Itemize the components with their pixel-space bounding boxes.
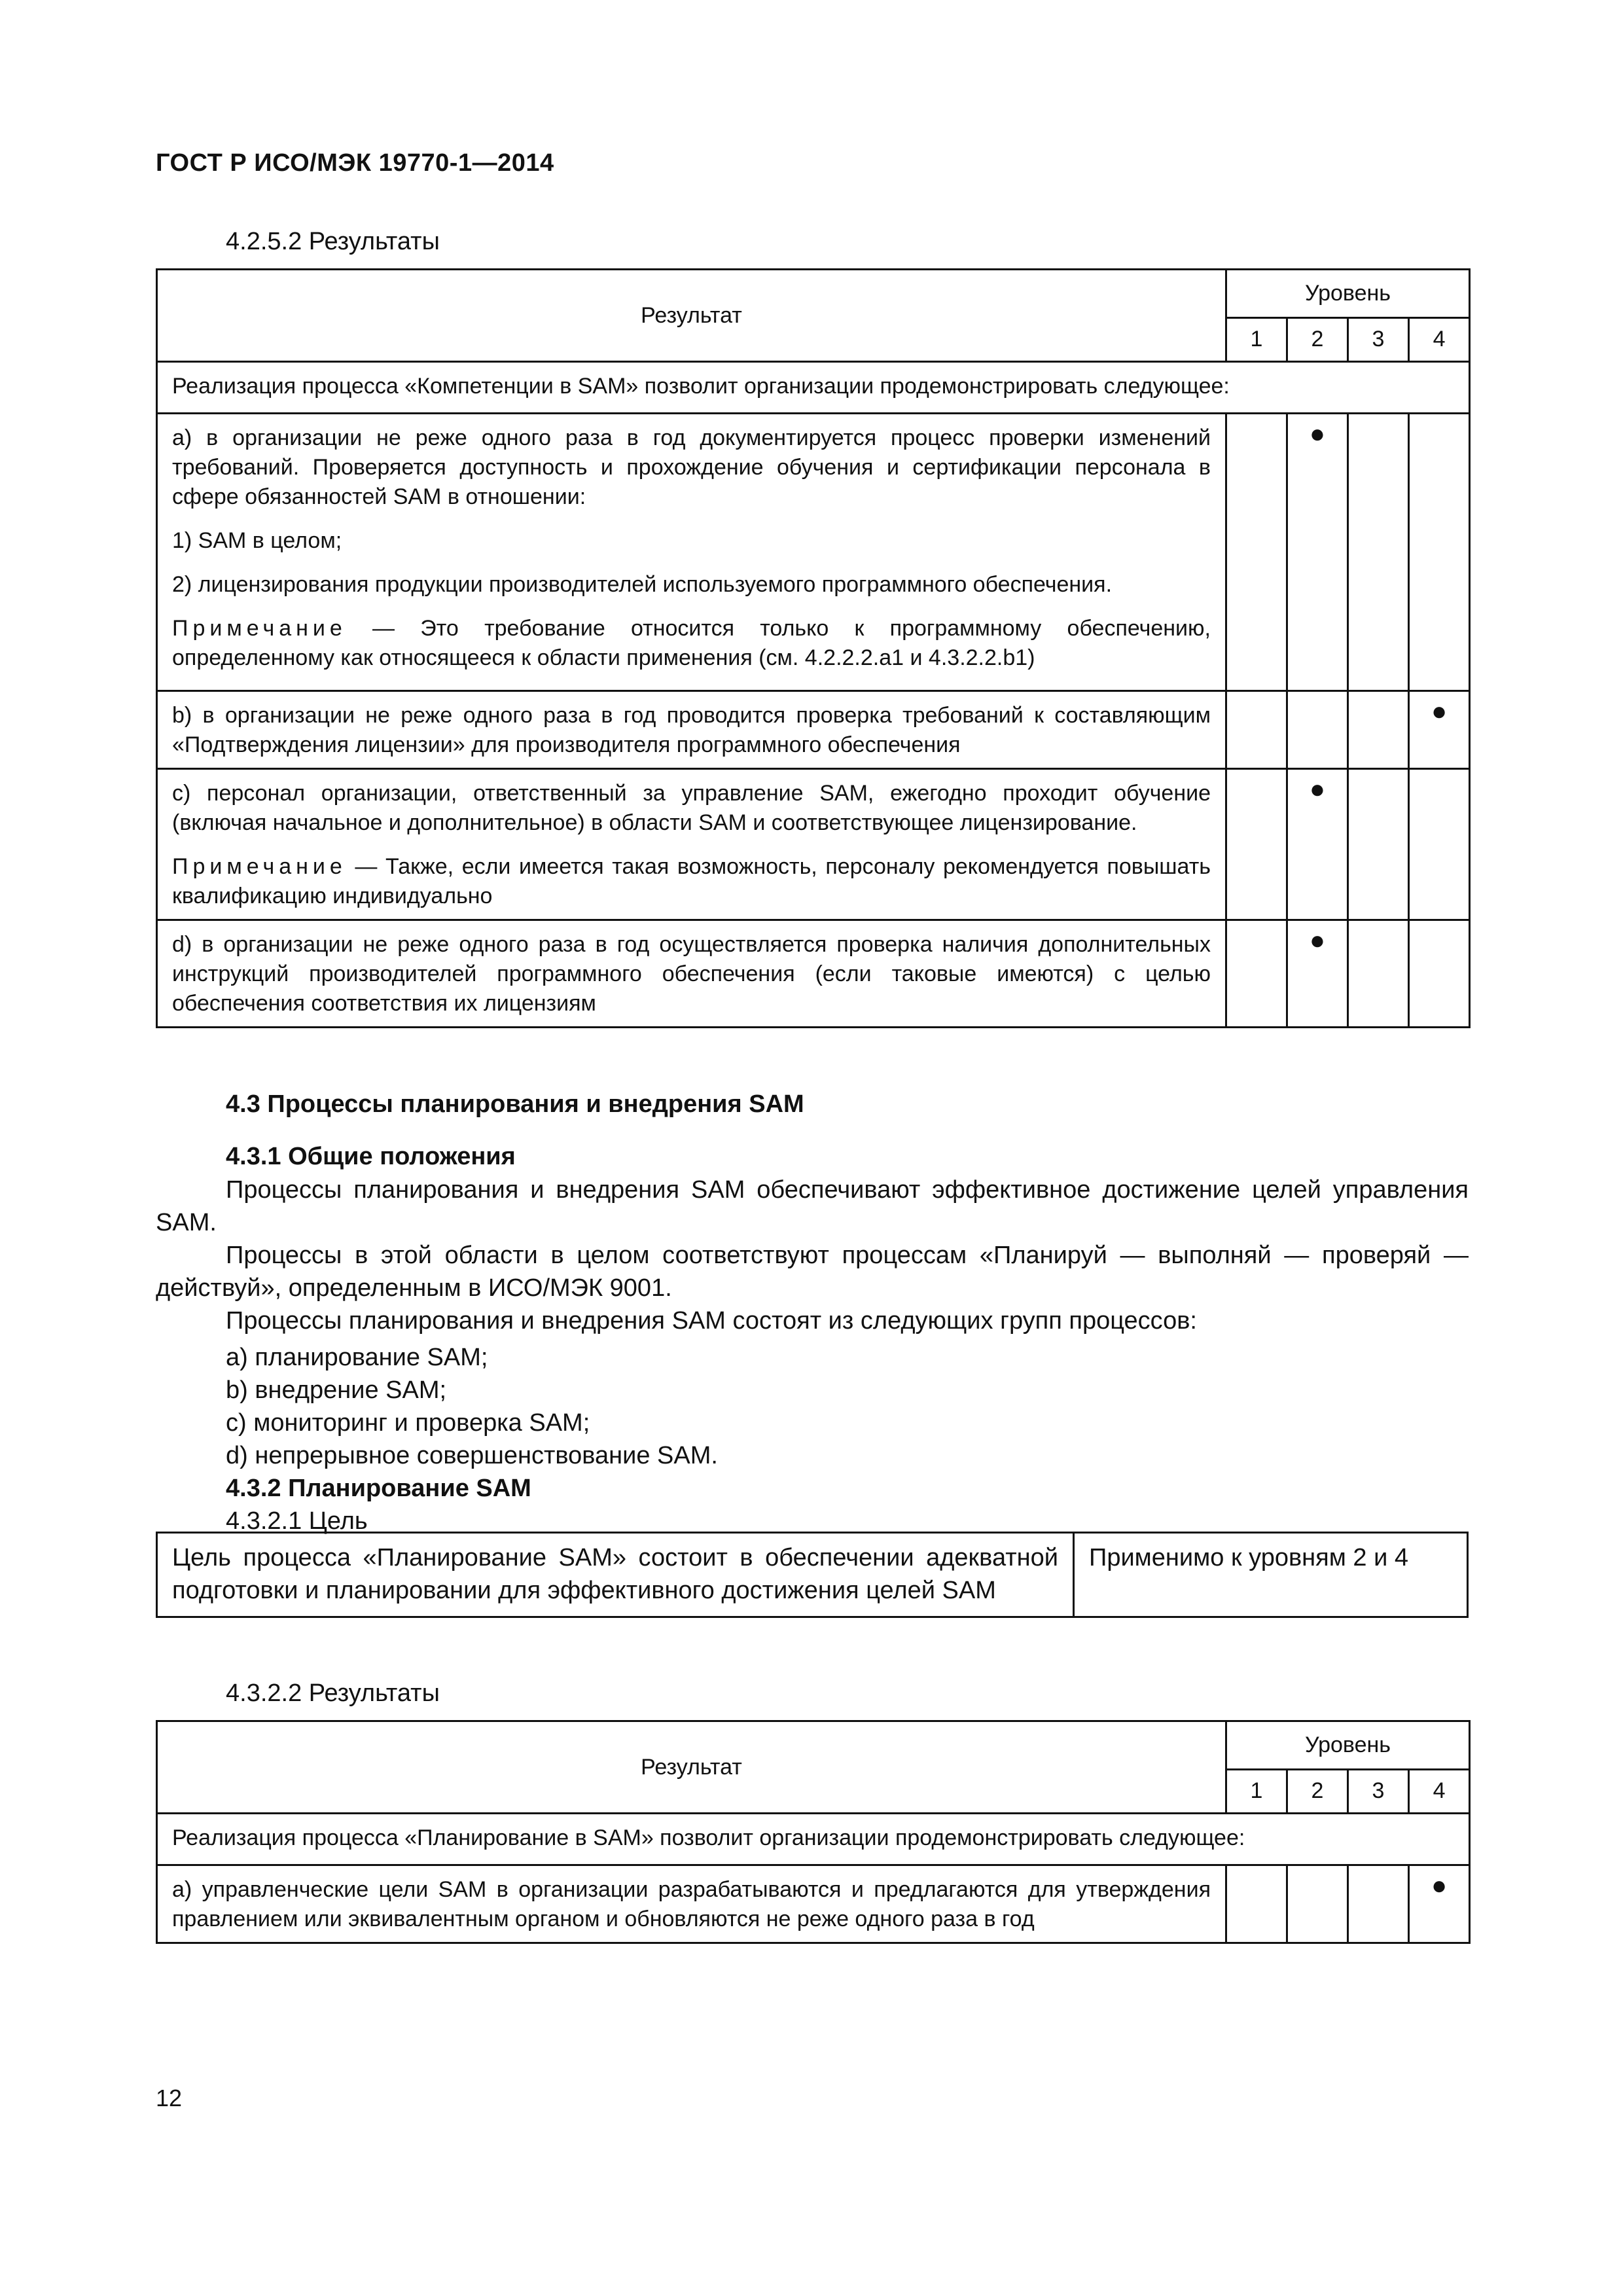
level-mark xyxy=(1226,920,1287,1028)
level-2-header: 2 xyxy=(1287,1769,1348,1813)
level-3-header: 3 xyxy=(1348,1769,1409,1813)
document-header: ГОСТ Р ИСО/МЭК 19770-1—2014 xyxy=(156,149,554,177)
level-mark: ● xyxy=(1409,1865,1470,1943)
col-header-level: Уровень xyxy=(1226,1721,1470,1770)
col-header-result: Результат xyxy=(157,270,1226,362)
result-note xyxy=(172,852,1211,911)
table-intro: Реализация процесса «Планирование в SAM» позволит организации продемонстрировать следующее: xyxy=(157,1814,1470,1865)
level-mark: ● xyxy=(1409,691,1470,769)
goal-applicability: Применимо к уровням 2 и 4 xyxy=(1074,1533,1468,1617)
level-4-header: 4 xyxy=(1409,317,1470,361)
level-mark xyxy=(1226,414,1287,691)
section-4-3-2-title: 4.3.2 Планирование SAM xyxy=(226,1475,531,1502)
level-mark: ● xyxy=(1287,920,1348,1028)
level-1-header: 1 xyxy=(1226,317,1287,361)
level-mark xyxy=(1348,414,1409,691)
result-paragraph: b) в организации не реже одного раза в год проводится проверка требований к составляющим «Подтверждения лицензии» для производителя программного обеспечения xyxy=(172,703,1211,757)
result-note xyxy=(172,614,1211,673)
level-mark xyxy=(1409,769,1470,920)
result-text xyxy=(157,920,1226,1028)
result-paragraph: d) в организации не реже одного раза в год осуществляется проверка наличия дополнительных инструкций производителей программного обеспечения (если таковые имеются) с целью обеспечения соответствия их лицензиям xyxy=(172,932,1211,1016)
level-mark xyxy=(1226,769,1287,920)
list-item: d) непрерывное совершенствование SAM. xyxy=(226,1442,718,1469)
note-label: Примечание xyxy=(172,854,347,879)
col-header-level: Уровень xyxy=(1226,270,1470,318)
table-row xyxy=(157,414,1470,691)
level-mark xyxy=(1226,1865,1287,1943)
section-4-3-title: 4.3 Процессы планирования и внедрения SAM xyxy=(226,1090,804,1118)
table-row xyxy=(157,1865,1470,1943)
result-paragraph: а) управленческие цели SAM в организации разрабатываются и предлагаются для утверждения правлением или эквивалентным органом и обновляются не реже одного раза в год xyxy=(172,1877,1211,1931)
result-paragraph: c) персонал организации, ответственный за управление SAM, ежегодно проходит обучение (включая начальное и дополнительное) в области SAM и соответствующее лицензирование. xyxy=(172,781,1211,835)
level-mark xyxy=(1348,691,1409,769)
results-table-4-2-5-2 xyxy=(156,268,1471,1028)
goal-table xyxy=(156,1532,1469,1618)
table-row xyxy=(157,769,1470,920)
level-mark xyxy=(1348,920,1409,1028)
result-text xyxy=(157,414,1226,691)
level-mark xyxy=(1409,920,1470,1028)
note-text: — Это требование относится только к программному обеспечению, определенному как относящееся к области применения (см. 4.2.2.2.a1 и 4.3.2.2.b1) xyxy=(172,616,1211,670)
result-text xyxy=(157,769,1226,920)
result-text xyxy=(157,691,1226,769)
level-mark xyxy=(1287,691,1348,769)
level-1-header: 1 xyxy=(1226,1769,1287,1813)
goal-text: Цель процесса «Планирование SAM» состоит в обеспечении адекватной подготовки и планировании для эффективного достижения целей SAM xyxy=(157,1533,1074,1617)
table-row xyxy=(157,691,1470,769)
section-4-2-5-2-title: 4.2.5.2 Результаты xyxy=(226,228,440,255)
paragraph: Процессы планирования и внедрения SAM обеспечивают эффективное достижение целей управления SAM. xyxy=(156,1176,1469,1236)
result-paragraph: 1) SAM в целом; xyxy=(172,528,342,553)
paragraph: Процессы в этой области в целом соответствуют процессам «Планируй — выполняй — проверяй — действуй», определенным в ИСО/МЭК 9001. xyxy=(156,1242,1469,1302)
level-mark xyxy=(1226,691,1287,769)
level-mark xyxy=(1348,769,1409,920)
level-mark xyxy=(1409,414,1470,691)
level-mark: ● xyxy=(1287,769,1348,920)
section-4-3-1-title: 4.3.1 Общие положения xyxy=(226,1143,516,1170)
list-item: c) мониторинг и проверка SAM; xyxy=(226,1409,590,1437)
list-item: а) планирование SAM; xyxy=(226,1344,488,1371)
list-item: b) внедрение SAM; xyxy=(226,1376,447,1404)
note-text: — Также, если имеется такая возможность, персоналу рекомендуется повышать квалификацию индивидуально xyxy=(172,854,1211,908)
result-paragraph: 2) лицензирования продукции производителей используемого программного обеспечения. xyxy=(172,572,1113,597)
table-row xyxy=(157,920,1470,1028)
level-3-header: 3 xyxy=(1348,317,1409,361)
section-4-3-2-2-title: 4.3.2.2 Результаты xyxy=(226,1679,440,1707)
note-label: Примечание xyxy=(172,616,347,641)
result-paragraph: а) в организации не реже одного раза в год документируется процесс проверки изменений требований. Проверяется доступность и прохождение обучения и сертификации персонала в сфере обязанностей SAM в отношении: xyxy=(172,425,1211,509)
level-2-header: 2 xyxy=(1287,317,1348,361)
page-number: 12 xyxy=(156,2085,183,2111)
section-4-3-2-1-title: 4.3.2.1 Цель xyxy=(226,1507,368,1535)
level-4-header: 4 xyxy=(1409,1769,1470,1813)
paragraph: Процессы планирования и внедрения SAM состоят из следующих групп процессов: xyxy=(226,1307,1197,1335)
level-mark: ● xyxy=(1287,414,1348,691)
col-header-result: Результат xyxy=(157,1721,1226,1814)
level-mark xyxy=(1287,1865,1348,1943)
table-intro: Реализация процесса «Компетенции в SAM» позволит организации продемонстрировать следующее: xyxy=(157,362,1470,414)
result-text xyxy=(157,1865,1226,1943)
results-table-4-3-2-2 xyxy=(156,1720,1471,1944)
level-mark xyxy=(1348,1865,1409,1943)
